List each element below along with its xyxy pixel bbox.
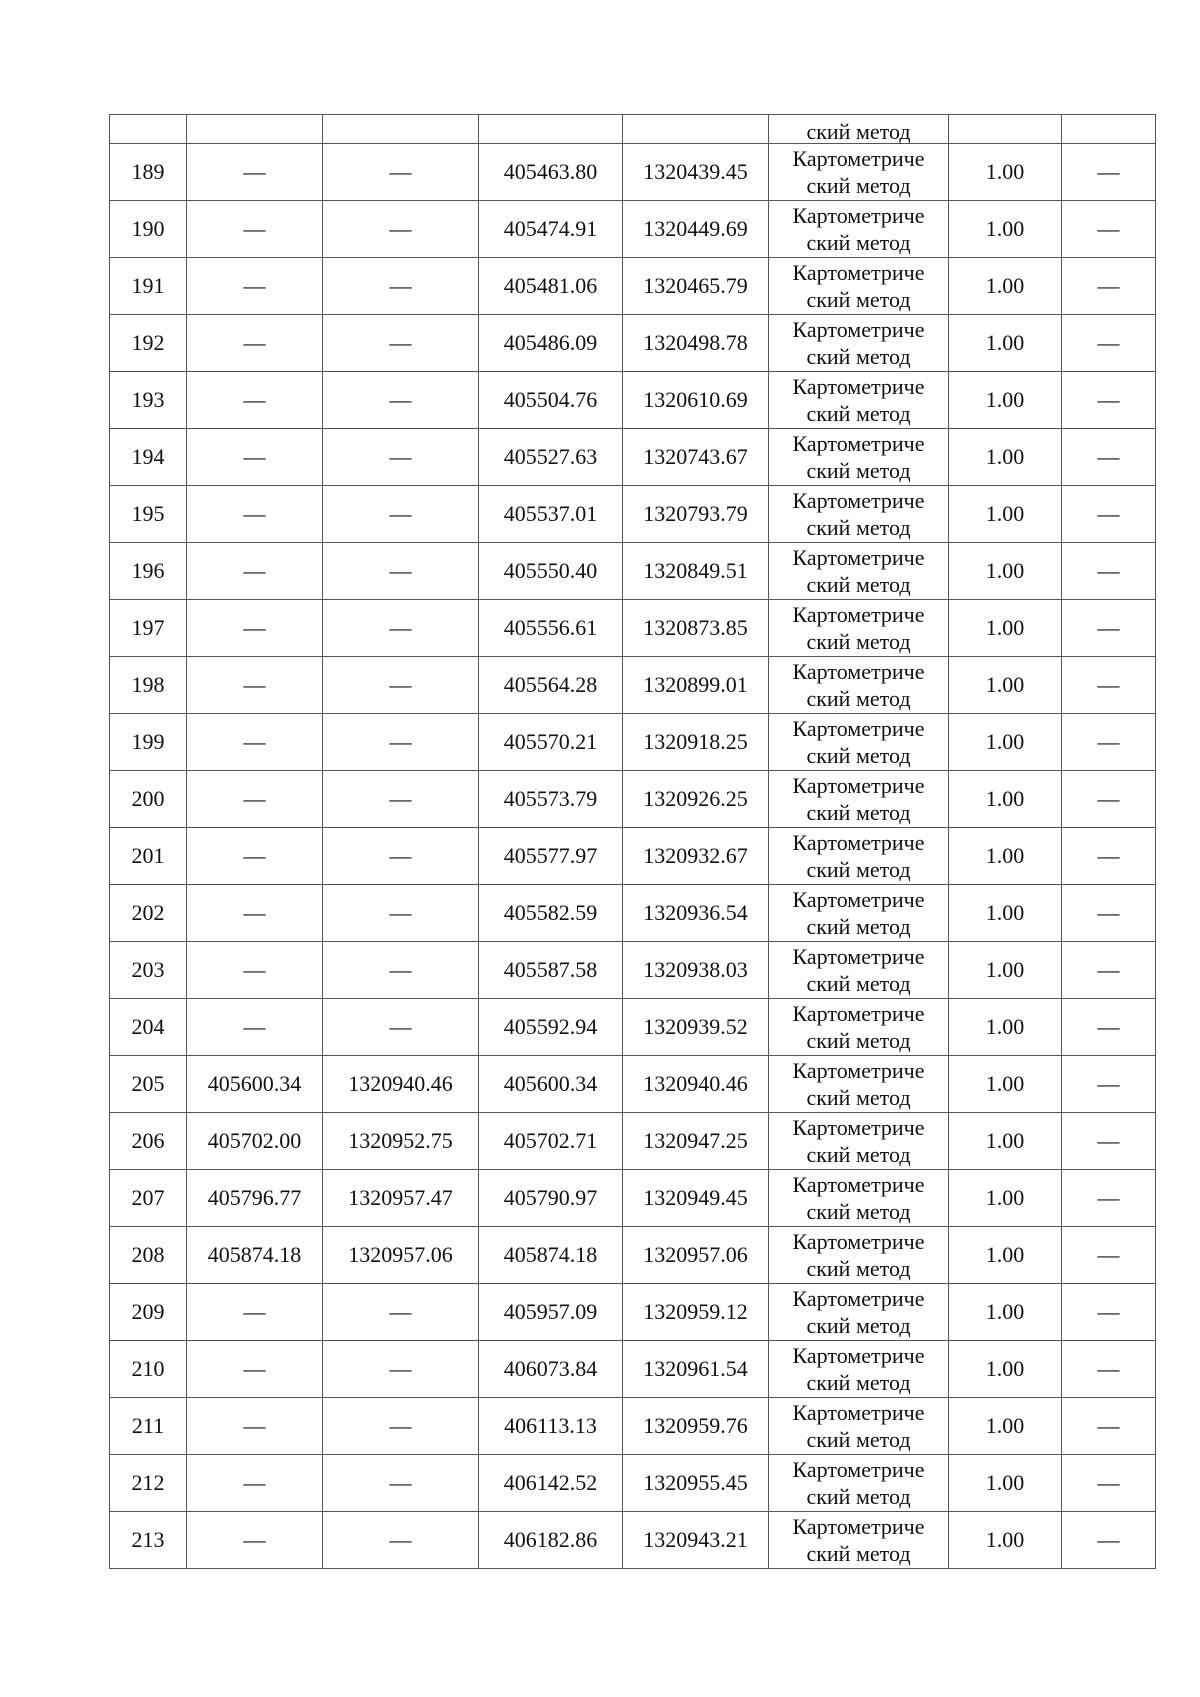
cell-accuracy: 1.00	[949, 1227, 1062, 1284]
method-line-2: ский метод	[806, 1427, 911, 1452]
cell-method	[769, 828, 949, 885]
cell-existing-x: —	[187, 657, 323, 714]
cell-accuracy: 1.00	[949, 1512, 1062, 1569]
cell-existing-y: —	[323, 1398, 479, 1455]
cell-existing-y: —	[323, 201, 479, 258]
cell-existing-y: —	[323, 600, 479, 657]
cell-existing-x: —	[187, 1284, 323, 1341]
cell-description: —	[1062, 1455, 1156, 1512]
cell-new-y: 1320947.25	[623, 1113, 769, 1170]
cell-new-y: 1320961.54	[623, 1341, 769, 1398]
cell-existing-y: 1320952.75	[323, 1113, 479, 1170]
cell-description: —	[1062, 600, 1156, 657]
table-row	[110, 486, 1156, 543]
cell-method	[769, 201, 949, 258]
cell-accuracy: 1.00	[949, 429, 1062, 486]
cell-existing-x: 405796.77	[187, 1170, 323, 1227]
cell-accuracy: 1.00	[949, 1056, 1062, 1113]
method-line-1: Картометриче	[792, 1229, 925, 1254]
cell-accuracy: 1.00	[949, 714, 1062, 771]
cell-method	[769, 1284, 949, 1341]
cell-method	[769, 600, 949, 657]
method-line-2: ский метод	[806, 572, 911, 597]
cell-method	[769, 1398, 949, 1455]
table-row	[110, 1455, 1156, 1512]
cell-existing-y: —	[323, 144, 479, 201]
table-row	[110, 1113, 1156, 1170]
cell-accuracy: 1.00	[949, 1455, 1062, 1512]
table-row	[110, 714, 1156, 771]
cell-point-number: 213	[110, 1512, 187, 1569]
cell-method	[769, 885, 949, 942]
cell-existing-x: —	[187, 885, 323, 942]
cell-existing-y: —	[323, 999, 479, 1056]
method-line-2: ский метод	[806, 230, 911, 255]
cell-point-number: 209	[110, 1284, 187, 1341]
cell-point-number: 211	[110, 1398, 187, 1455]
cell-existing-y: —	[323, 258, 479, 315]
table-row	[110, 1398, 1156, 1455]
cell-method	[769, 1113, 949, 1170]
method-line-1: Картометриче	[792, 1514, 925, 1539]
cell-point-number: 205	[110, 1056, 187, 1113]
cell-existing-y: 1320957.06	[323, 1227, 479, 1284]
cell-new-x: 405570.21	[479, 714, 623, 771]
method-line-2: ский метод	[806, 971, 911, 996]
cell-existing-x: —	[187, 315, 323, 372]
cell-new-x: 405592.94	[479, 999, 623, 1056]
cell-point-number: 197	[110, 600, 187, 657]
cell-new-y: 1320899.01	[623, 657, 769, 714]
cell-point-number: 202	[110, 885, 187, 942]
cell-point-number: 201	[110, 828, 187, 885]
cell-new-x: 406142.52	[479, 1455, 623, 1512]
cell-description: —	[1062, 315, 1156, 372]
cell-new-y: 1320940.46	[623, 1056, 769, 1113]
cell-accuracy: 1.00	[949, 543, 1062, 600]
cell-existing-y: 1320957.47	[323, 1170, 479, 1227]
cell-existing-y: —	[323, 942, 479, 999]
method-line-1: Картометриче	[792, 830, 925, 855]
cell-description: —	[1062, 201, 1156, 258]
cell-existing-x: —	[187, 144, 323, 201]
cell-accuracy: 1.00	[949, 1398, 1062, 1455]
cell-point-number: 208	[110, 1227, 187, 1284]
cell-empty	[1062, 115, 1156, 144]
cell-empty	[110, 115, 187, 144]
cell-point-number: 206	[110, 1113, 187, 1170]
method-line-1: Картометриче	[792, 1286, 925, 1311]
cell-description: —	[1062, 372, 1156, 429]
cell-new-y: 1320955.45	[623, 1455, 769, 1512]
method-line-2: ский метод	[806, 800, 911, 825]
cell-method	[769, 942, 949, 999]
cell-new-x: 405481.06	[479, 258, 623, 315]
table-row	[110, 1284, 1156, 1341]
method-line-2: ский метод	[806, 1370, 911, 1395]
cell-description: —	[1062, 1341, 1156, 1398]
cell-new-y: 1320465.79	[623, 258, 769, 315]
cell-point-number: 190	[110, 201, 187, 258]
cell-new-y: 1320793.79	[623, 486, 769, 543]
cell-description: —	[1062, 771, 1156, 828]
table-row	[110, 1227, 1156, 1284]
method-line-1: Картометриче	[792, 1400, 925, 1425]
cell-existing-y: —	[323, 486, 479, 543]
table-row	[110, 1056, 1156, 1113]
cell-accuracy: 1.00	[949, 201, 1062, 258]
cell-method	[769, 1341, 949, 1398]
cell-new-y: 1320932.67	[623, 828, 769, 885]
cell-existing-y: 1320940.46	[323, 1056, 479, 1113]
method-line-2: ский метод	[806, 1142, 911, 1167]
cell-method	[769, 372, 949, 429]
cell-method	[769, 429, 949, 486]
table-row	[110, 1341, 1156, 1398]
table-row	[110, 372, 1156, 429]
method-line-2: ский метод	[806, 173, 911, 198]
cell-accuracy: 1.00	[949, 771, 1062, 828]
method-line-2: ский метод	[806, 401, 911, 426]
cell-accuracy: 1.00	[949, 486, 1062, 543]
cell-description: —	[1062, 1284, 1156, 1341]
method-line-2: ский метод	[806, 629, 911, 654]
method-line-2: ский метод	[806, 686, 911, 711]
method-line-2: ский метод	[806, 458, 911, 483]
method-line-2: ский метод	[806, 1484, 911, 1509]
cell-new-y: 1320439.45	[623, 144, 769, 201]
cell-point-number: 196	[110, 543, 187, 600]
cell-existing-x: —	[187, 771, 323, 828]
cell-accuracy: 1.00	[949, 942, 1062, 999]
cell-new-x: 406073.84	[479, 1341, 623, 1398]
cell-new-x: 405474.91	[479, 201, 623, 258]
table-row	[110, 600, 1156, 657]
cell-new-y: 1320918.25	[623, 714, 769, 771]
table-row	[110, 657, 1156, 714]
cell-description: —	[1062, 543, 1156, 600]
method-line-2: ский метод	[806, 914, 911, 939]
cell-method	[769, 999, 949, 1056]
method-line-2: ский метод	[806, 1256, 911, 1281]
cell-description: —	[1062, 714, 1156, 771]
cell-existing-x: 405702.00	[187, 1113, 323, 1170]
cell-point-number: 212	[110, 1455, 187, 1512]
cell-empty	[479, 115, 623, 144]
cell-description: —	[1062, 144, 1156, 201]
cell-description: —	[1062, 1056, 1156, 1113]
cell-new-x: 405527.63	[479, 429, 623, 486]
cell-accuracy: 1.00	[949, 657, 1062, 714]
cell-existing-y: —	[323, 1341, 479, 1398]
cell-new-y: 1320849.51	[623, 543, 769, 600]
cell-description: —	[1062, 429, 1156, 486]
cell-method	[769, 1056, 949, 1113]
cell-existing-y: —	[323, 828, 479, 885]
cell-existing-x: —	[187, 201, 323, 258]
cell-accuracy: 1.00	[949, 1284, 1062, 1341]
method-line-2: ский метод	[806, 1199, 911, 1224]
method-line-2: ский метод	[806, 1085, 911, 1110]
method-line-2: ский метод	[806, 1541, 911, 1566]
method-line-1: Картометриче	[792, 716, 925, 741]
cell-existing-x: —	[187, 999, 323, 1056]
cell-new-x: 405874.18	[479, 1227, 623, 1284]
cell-accuracy: 1.00	[949, 315, 1062, 372]
cell-new-y: 1320743.67	[623, 429, 769, 486]
cell-new-y: 1320959.12	[623, 1284, 769, 1341]
cell-new-x: 405790.97	[479, 1170, 623, 1227]
cell-new-y: 1320949.45	[623, 1170, 769, 1227]
cell-point-number: 200	[110, 771, 187, 828]
cell-new-y: 1320498.78	[623, 315, 769, 372]
cell-method	[769, 315, 949, 372]
cell-new-x: 405463.80	[479, 144, 623, 201]
cell-existing-x: —	[187, 714, 323, 771]
method-line-1: Картометриче	[792, 260, 925, 285]
cell-method	[769, 1170, 949, 1227]
cell-new-x: 405556.61	[479, 600, 623, 657]
cell-existing-x: —	[187, 258, 323, 315]
method-line-1: Картометриче	[792, 659, 925, 684]
cell-new-x: 405564.28	[479, 657, 623, 714]
cell-method	[769, 1455, 949, 1512]
cell-accuracy: 1.00	[949, 600, 1062, 657]
cell-existing-y: —	[323, 1512, 479, 1569]
table-row	[110, 885, 1156, 942]
method-line-2: ский метод	[806, 857, 911, 882]
cell-method	[769, 771, 949, 828]
table-row	[110, 1512, 1156, 1569]
cell-method	[769, 144, 949, 201]
cell-accuracy: 1.00	[949, 1341, 1062, 1398]
method-line-1: Картометриче	[792, 1058, 925, 1083]
cell-existing-y: —	[323, 315, 479, 372]
table-row	[110, 942, 1156, 999]
cell-point-number: 204	[110, 999, 187, 1056]
cell-existing-x: —	[187, 1455, 323, 1512]
cell-existing-x: 405600.34	[187, 1056, 323, 1113]
cell-existing-x: —	[187, 429, 323, 486]
cell-point-number: 191	[110, 258, 187, 315]
cell-point-number: 207	[110, 1170, 187, 1227]
cell-description: —	[1062, 486, 1156, 543]
cell-new-x: 405577.97	[479, 828, 623, 885]
method-line-1: Картометриче	[792, 944, 925, 969]
cell-existing-y: —	[323, 1455, 479, 1512]
cell-description: —	[1062, 1170, 1156, 1227]
cell-new-y: 1320926.25	[623, 771, 769, 828]
cell-point-number: 199	[110, 714, 187, 771]
cell-existing-x: —	[187, 486, 323, 543]
cell-empty	[623, 115, 769, 144]
cell-method	[769, 543, 949, 600]
method-line-1: Картометриче	[792, 1457, 925, 1482]
cell-new-y: 1320610.69	[623, 372, 769, 429]
cell-new-y: 1320873.85	[623, 600, 769, 657]
cell-point-number: 192	[110, 315, 187, 372]
cell-method	[769, 714, 949, 771]
cell-point-number: 189	[110, 144, 187, 201]
method-line-2: ский метод	[806, 287, 911, 312]
cell-new-x: 405957.09	[479, 1284, 623, 1341]
cell-accuracy: 1.00	[949, 144, 1062, 201]
cell-new-y: 1320938.03	[623, 942, 769, 999]
cell-new-x: 405702.71	[479, 1113, 623, 1170]
cell-method	[769, 1512, 949, 1569]
cell-new-y: 1320936.54	[623, 885, 769, 942]
method-line-1: Картометриче	[792, 146, 925, 171]
cell-new-x: 405537.01	[479, 486, 623, 543]
table-row	[110, 201, 1156, 258]
cell-description: —	[1062, 657, 1156, 714]
cell-method-continuation: ский метод	[769, 115, 949, 144]
cell-existing-x: 405874.18	[187, 1227, 323, 1284]
cell-new-x: 405600.34	[479, 1056, 623, 1113]
method-line-1: Картометриче	[792, 1115, 925, 1140]
cell-new-x: 405573.79	[479, 771, 623, 828]
cell-existing-y: —	[323, 372, 479, 429]
cell-point-number: 193	[110, 372, 187, 429]
cell-description: —	[1062, 999, 1156, 1056]
continuation-row	[110, 115, 1156, 144]
cell-new-y: 1320939.52	[623, 999, 769, 1056]
cell-empty	[949, 115, 1062, 144]
cell-existing-y: —	[323, 1284, 479, 1341]
cell-accuracy: 1.00	[949, 1170, 1062, 1227]
cell-new-y: 1320943.21	[623, 1512, 769, 1569]
table-row	[110, 1170, 1156, 1227]
table-row	[110, 828, 1156, 885]
table-row	[110, 429, 1156, 486]
cell-description: —	[1062, 1512, 1156, 1569]
method-line-2: ский метод	[806, 344, 911, 369]
method-line-1: Картометриче	[792, 317, 925, 342]
method-line-1: Картометриче	[792, 887, 925, 912]
cell-empty	[187, 115, 323, 144]
table-row	[110, 543, 1156, 600]
method-line-1: Картометриче	[792, 1343, 925, 1368]
cell-point-number: 210	[110, 1341, 187, 1398]
cell-existing-x: —	[187, 543, 323, 600]
cell-method	[769, 486, 949, 543]
cell-accuracy: 1.00	[949, 885, 1062, 942]
cell-description: —	[1062, 885, 1156, 942]
cell-new-y: 1320957.06	[623, 1227, 769, 1284]
cell-existing-x: —	[187, 942, 323, 999]
method-line-1: Картометриче	[792, 488, 925, 513]
cell-accuracy: 1.00	[949, 828, 1062, 885]
cell-accuracy: 1.00	[949, 372, 1062, 429]
cell-point-number: 194	[110, 429, 187, 486]
method-line-2: ский метод	[806, 515, 911, 540]
cell-accuracy: 1.00	[949, 258, 1062, 315]
cell-empty	[323, 115, 479, 144]
cell-method	[769, 1227, 949, 1284]
table-row	[110, 771, 1156, 828]
cell-existing-x: —	[187, 828, 323, 885]
cell-existing-x: —	[187, 1512, 323, 1569]
cell-new-y: 1320449.69	[623, 201, 769, 258]
method-line-1: Картометриче	[792, 545, 925, 570]
cell-description: —	[1062, 942, 1156, 999]
cell-existing-x: —	[187, 1398, 323, 1455]
cell-existing-y: —	[323, 543, 479, 600]
cell-existing-y: —	[323, 885, 479, 942]
cell-accuracy: 1.00	[949, 1113, 1062, 1170]
cell-accuracy: 1.00	[949, 999, 1062, 1056]
cell-new-x: 405550.40	[479, 543, 623, 600]
cell-point-number: 198	[110, 657, 187, 714]
cell-existing-x: —	[187, 600, 323, 657]
cell-new-x: 406182.86	[479, 1512, 623, 1569]
cell-existing-y: —	[323, 771, 479, 828]
method-line-2: ский метод	[806, 1313, 911, 1338]
cell-existing-y: —	[323, 429, 479, 486]
cell-new-y: 1320959.76	[623, 1398, 769, 1455]
cell-new-x: 406113.13	[479, 1398, 623, 1455]
method-line-1: Картометриче	[792, 1172, 925, 1197]
method-line-1: Картометриче	[792, 431, 925, 456]
cell-point-number: 203	[110, 942, 187, 999]
cell-new-x: 405582.59	[479, 885, 623, 942]
method-line-1: Картометриче	[792, 602, 925, 627]
cell-description: —	[1062, 258, 1156, 315]
cell-method	[769, 657, 949, 714]
table-row	[110, 315, 1156, 372]
method-line-1: Картометриче	[792, 374, 925, 399]
cell-existing-x: —	[187, 372, 323, 429]
method-line-2: ский метод	[806, 1028, 911, 1053]
cell-description: —	[1062, 1398, 1156, 1455]
method-line-1: Картометриче	[792, 1001, 925, 1026]
cell-description: —	[1062, 1227, 1156, 1284]
cell-new-x: 405486.09	[479, 315, 623, 372]
cell-method	[769, 258, 949, 315]
table-row	[110, 144, 1156, 201]
cell-existing-y: —	[323, 714, 479, 771]
coordinates-table	[109, 114, 1156, 1569]
table-row	[110, 258, 1156, 315]
method-line-1: Картометриче	[792, 203, 925, 228]
cell-new-x: 405587.58	[479, 942, 623, 999]
table-row	[110, 999, 1156, 1056]
cell-description: —	[1062, 1113, 1156, 1170]
cell-new-x: 405504.76	[479, 372, 623, 429]
cell-existing-y: —	[323, 657, 479, 714]
cell-existing-x: —	[187, 1341, 323, 1398]
cell-point-number: 195	[110, 486, 187, 543]
cell-description: —	[1062, 828, 1156, 885]
method-line-2: ский метод	[806, 743, 911, 768]
method-line-1: Картометриче	[792, 773, 925, 798]
table-body	[110, 115, 1156, 1569]
